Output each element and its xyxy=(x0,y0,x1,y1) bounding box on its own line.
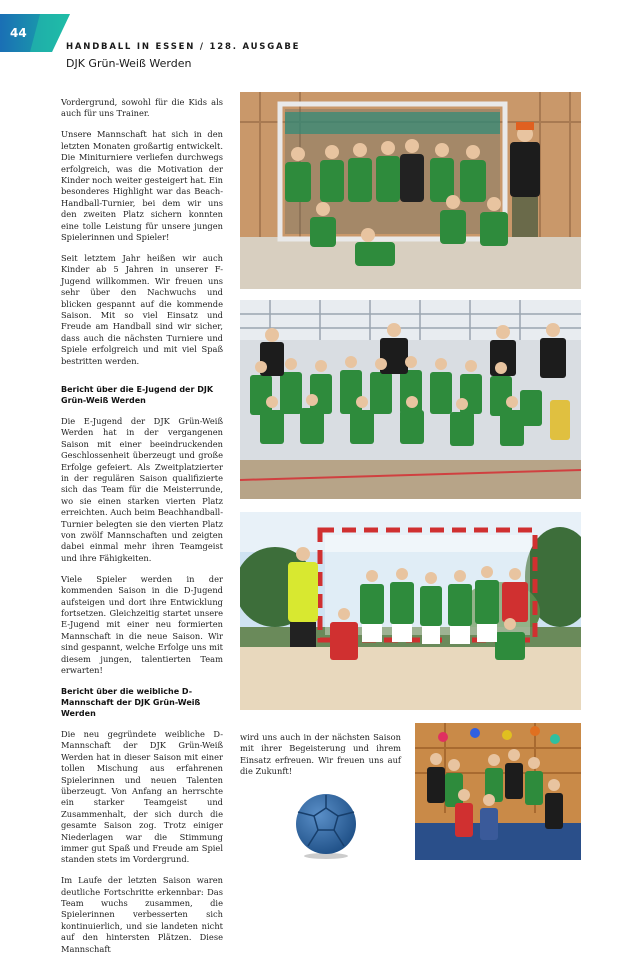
section-heading-e-jugend: Bericht über die E-Jugend der DJK Grün-Weiß Werden xyxy=(61,384,214,405)
page-number: 44 xyxy=(10,26,27,40)
magazine-title: HANDBALL IN ESSEN / 128. AUSGABE xyxy=(66,42,301,52)
paragraph: Vordergrund, sowohl für die Kids als auch für uns Trainer. xyxy=(61,97,223,119)
paragraph: Unsere Mannschaft hat sich in den letzten Monaten großartig entwickelt. Die Miniturniere verliefen durchwegs erfolgreich, was die Motivation der Kinder noch weiter gesteigert hat. Ein besonderes Highlight war das Beach-Handball-Turnier, bei dem wir uns den zweiten Platz sichern konnten eine tolle Leistung für unsere jungen Spielerinnen und Spieler! xyxy=(61,129,223,242)
article-right-column xyxy=(240,732,401,778)
team-photo-beach-handball xyxy=(240,512,581,710)
team-photo-f-jugend-goal xyxy=(240,92,581,289)
paragraph: Seit letztem Jahr heißen wir auch Kinder ab 5 Jahren in unserer F-Jugend willkommen. Wir freuen uns sehr über den Nachwuchs und blicken gespannt auf die kommende Saison. Mit so viel Einsatz und Freude am Handball sind wir sicher, dass auch die nächsten Turniere und Spiele erfolgreich und mit viel Spaß bestritten werden. xyxy=(61,252,223,366)
paragraph: Im Laufe der letzten Saison waren deutliche Fortschritte erkennbar: Das Team wuchs zusammen, die Spielerinnen verbesserten sich kontinuierlich, und sie landeten nicht auf den hintersten Plätzen. Diese Mannschaft xyxy=(61,875,223,954)
club-name: DJK Grün-Weiß Werden xyxy=(66,57,192,70)
paragraph: wird uns auch in der nächsten Saison mit ihrer Begeisterung und ihrem Einsatz erfreuen. Wir freuen uns auf die Zukunft! xyxy=(240,732,401,777)
paragraph: Die E-Jugend der DJK Grün-Weiß Werden hat in der vergangenen Saison mit einer beeindruckenden Geschlossenheit überzeugt und große Erfolge gefeiert. Als Zweitplatzierter in der regulären Saison qualifizierte sich das Team für die Meisterrunde, wo sie einen starken vierten Platz erreichten. Auch beim Beachhandball-Turnier belegten sie den vierten Platz von zwölf Mannschaften und zeigten dabei einmal mehr ihren Teamgeist und ihre Fähigkeiten. xyxy=(61,415,223,563)
section-heading-weibliche-d: Bericht über die weibliche D-Mannschaft der DJK Grün-Weiß Werden xyxy=(61,686,201,718)
article-left-column xyxy=(61,97,223,965)
paragraph: Viele Spieler werden in der kommenden Saison in die D-Jugend aufsteigen und dort ihre Entwicklung fortsetzen. Gleichzeitig startet unsere E-Jugend mit einer neu formierten Mannschaft in die neue Saison. Wir sind gespannt, welche Erfolge uns mit diesem jungen, talentierten Team erwarten! xyxy=(61,573,223,675)
team-photo-hall-group xyxy=(240,300,581,499)
handball-icon xyxy=(292,792,360,860)
team-photo-kids-mats xyxy=(415,723,581,860)
paragraph: Die neu gegründete weibliche D-Mannschaft der DJK Grün-Weiß Werden hat in dieser Saison mit einer tollen Mischung aus erfahrenen Spielerinnen und neuen Talenten überzeugt. Von Anfang an herrschte ein starker Teamgeist und Zusammenhalt, der sich durch die gesamte Saison zog. Trotz einiger Niederlagen war die Stimmung immer gut Spaß und Freude am Spiel standen stets im Vordergrund. xyxy=(61,728,223,865)
